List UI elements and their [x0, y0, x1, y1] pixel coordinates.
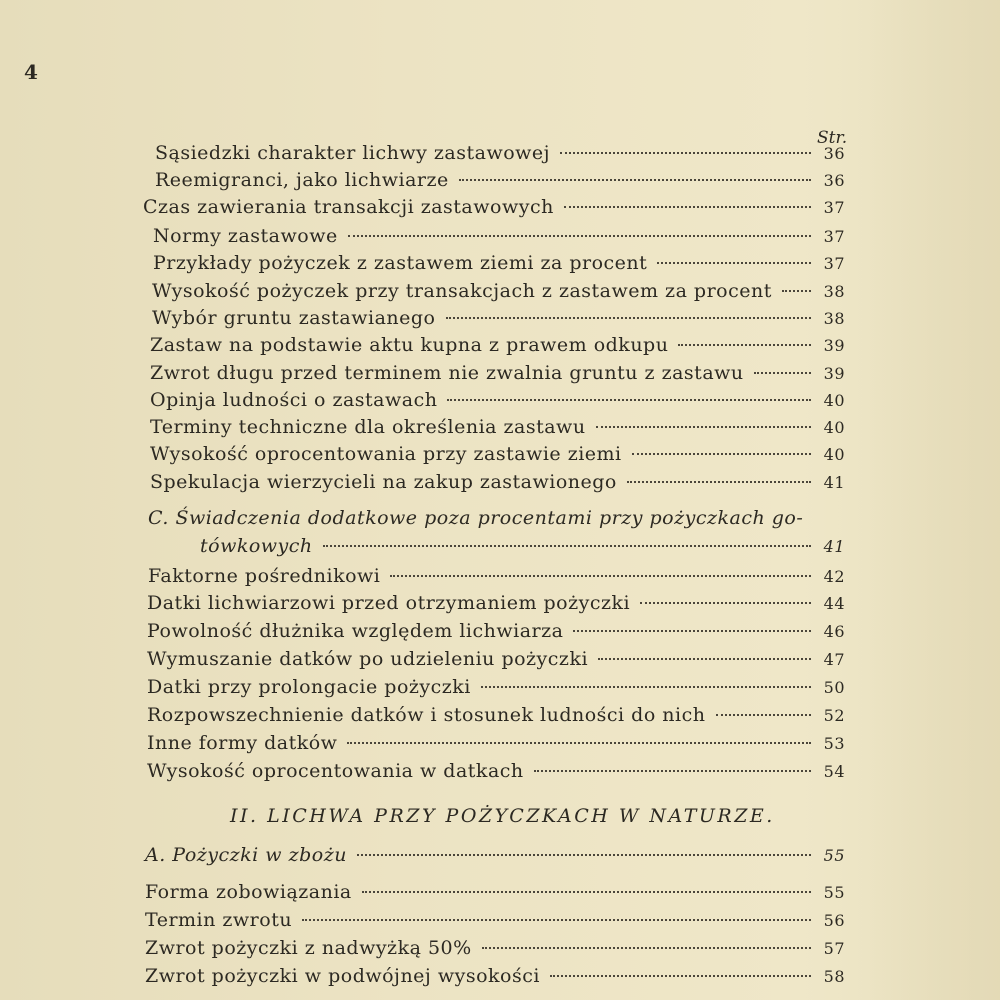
section-c-title: C. Świadczenia dodatkowe poza procentami przy pożyczkach go-	[148, 507, 804, 529]
toc-entry: Spekulacja wierzycieli na zakup zastawionego 41	[150, 471, 845, 493]
toc-entry: Terminy techniczne dla określenia zastawu 40	[150, 416, 845, 438]
section-c-entry: tówkowych 41	[200, 535, 845, 557]
toc-entry: Wysokość oprocentowania w datkach 54	[147, 760, 845, 782]
section-a-entry: A. Pożyczki w zbożu 55	[145, 844, 845, 866]
toc-entry: Zwrot pożyczki w podwójnej wysokości 58	[145, 965, 845, 987]
toc-entry: Faktorne pośrednikowi 42	[148, 565, 845, 587]
toc-entry: Wysokość pożyczek przy transakcjach z zastawem za procent 38	[152, 280, 845, 302]
toc-entry: Opinja ludności o zastawach 40	[150, 389, 845, 411]
page-number: 4	[24, 60, 38, 84]
toc-entry: Powolność dłużnika względem lichwiarza 46	[147, 620, 845, 642]
toc-entry: Rozpowszechnienie datków i stosunek ludności do nich 52	[147, 704, 845, 726]
toc-entry: Reemigranci, jako lichwiarze 36	[155, 169, 845, 191]
page-shadow	[860, 0, 1000, 1000]
toc-entry: Wymuszanie datków po udzieleniu pożyczki 47	[147, 648, 845, 670]
page-column-label: Str.	[817, 128, 848, 148]
toc-entry: Forma zobowiązania 55	[145, 881, 845, 903]
toc-entry: Zwrot długu przed terminem nie zwalnia gruntu z zastawu 39	[150, 362, 845, 384]
toc-entry: Inne formy datków 53	[147, 732, 845, 754]
toc-entry: Zwrot pożyczki z nadwyżką 50% 57	[145, 937, 845, 959]
toc-entry: Normy zastawowe 37	[153, 225, 845, 247]
toc-entry: Sąsiedzki charakter lichwy zastawowej 36	[155, 142, 845, 164]
toc-entry: Zastaw na podstawie aktu kupna z prawem odkupu 39	[150, 334, 845, 356]
toc-entry: Czas zawierania transakcji zastawowych 37	[143, 196, 845, 218]
toc-entry: Wybór gruntu zastawianego 38	[152, 307, 845, 329]
toc-entry: Przykłady pożyczek z zastawem ziemi za procent 37	[153, 252, 845, 274]
toc-entry: Datki lichwiarzowi przed otrzymaniem pożyczki 44	[147, 592, 845, 614]
toc-entry: Wysokość oprocentowania przy zastawie ziemi 40	[150, 443, 845, 465]
toc-entry: Datki przy prolongacie pożyczki 50	[147, 676, 845, 698]
toc-entry: Termin zwrotu 56	[145, 909, 845, 931]
chapter-heading: II. LICHWA PRZY POŻYCZKACH W NATURZE.	[230, 805, 775, 827]
